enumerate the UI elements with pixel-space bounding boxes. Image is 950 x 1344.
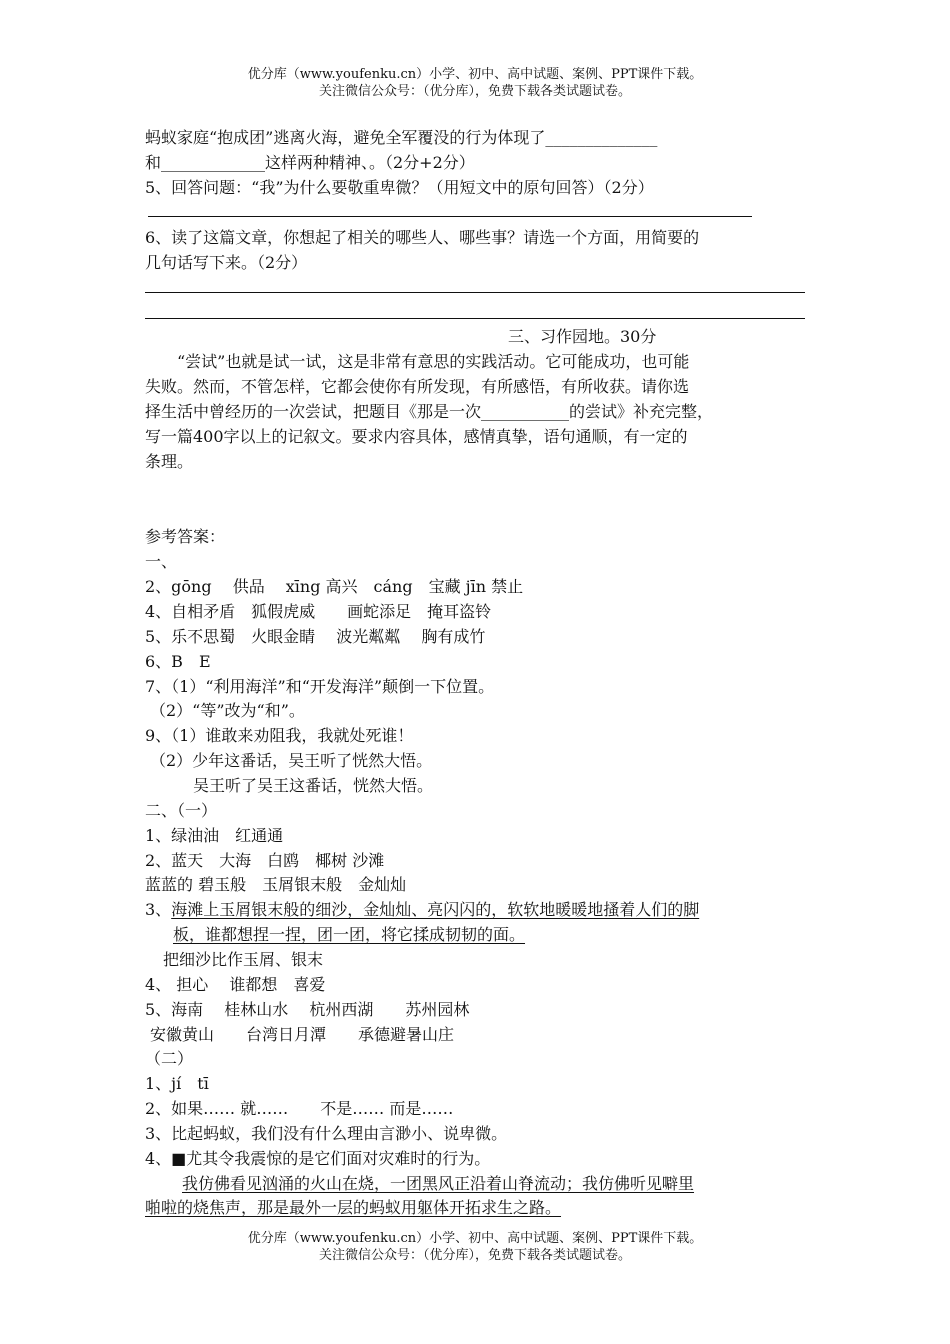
q6-answer-line-2 bbox=[145, 318, 805, 319]
page-header bbox=[0, 66, 950, 100]
answer-line: （二） bbox=[145, 1049, 194, 1068]
answer-line: 吴王听了吴王这番话，恍然大悟。 bbox=[193, 776, 434, 795]
answer-line: 2、蓝天 大海 白鸥 椰树 沙滩 bbox=[145, 851, 385, 870]
answer-line: 蓝蓝的 碧玉般 玉屑银末般 金灿灿 bbox=[145, 875, 407, 894]
q6-line-2: 几句话写下来。（2分） bbox=[145, 253, 308, 272]
composition-para-3: 择生活中曾经历的一次尝试，把题目《那是一次___________的尝试》补充完整， bbox=[145, 402, 714, 421]
composition-para-2: 失败。然而，不管怎样，它都会使你有所发现，有所感悟，有所收获。请你选 bbox=[145, 377, 690, 396]
answer-line: 一、 bbox=[145, 552, 178, 571]
footer-line-1: 优分库（www.youfenku.cn）小学、初中、高中试题、案例、PPT课件下载。 bbox=[247, 1231, 703, 1246]
underlined-answer: 板，谁都想捏一捏，团一团，将它揉成韧韧的面。 bbox=[173, 925, 526, 944]
answers-heading: 参考答案： bbox=[145, 527, 226, 546]
page-footer bbox=[0, 1230, 950, 1264]
answer-line: 9、（1）谁敢来劝阻我，我就处死谁！ bbox=[145, 726, 414, 745]
underlined-answer: 啪啦的烧焦声，那是最外一层的蚂蚁用躯体开拓求生之路。 bbox=[145, 1198, 562, 1217]
footer-line-2: 关注微信公众号：（优分库），免费下载各类试题试卷。 bbox=[318, 1248, 631, 1263]
composition-para-4: 写一篇400字以上的记叙文。要求内容具体，感情真挚，语句通顺，有一定的 bbox=[145, 427, 688, 446]
q4-line-1: 蚂蚁家庭“抱成团”逃离火海，避免全军覆没的行为体现了______________ bbox=[145, 128, 658, 147]
answer-line: 3、比起蚂蚁，我们没有什么理由言渺小、说卑微。 bbox=[145, 1124, 508, 1143]
answer-line: 2、如果…… 就…… 不是…… 而是…… bbox=[145, 1099, 454, 1118]
answer-line: 把细沙比作玉屑、银末 bbox=[163, 950, 324, 969]
q4-line-2: 和_____________这样两种精神、。（2分+2分） bbox=[145, 153, 475, 172]
answer-line: 5、乐不思蜀 火眼金睛 波光粼粼 胸有成竹 bbox=[145, 627, 486, 646]
composition-para-1: “尝试”也就是试一试，这是非常有意思的实践活动。它可能成功，也可能 bbox=[177, 352, 690, 371]
answer-line: 4、 担心 谁都想 喜爱 bbox=[145, 975, 326, 994]
answer-line: 4、■尤其令我震惊的是它们面对灾难时的行为。 bbox=[145, 1149, 491, 1168]
answer-line: （2）“等”改为“和”。 bbox=[150, 701, 305, 720]
underlined-answer: 海滩上玉屑银末般的细沙，金灿灿、亮闪闪的，软软地暖暖地搔着人们的脚 bbox=[171, 900, 700, 919]
answer-line: 4、自相矛盾 狐假虎威 画蛇添足 掩耳盗铃 bbox=[145, 602, 492, 621]
q5-text: 5、回答问题：“我”为什么要敬重卑微？（用短文中的原句回答）（2分） bbox=[145, 178, 654, 197]
answer-line: 安徽黄山 台湾日月潭 承德避暑山庄 bbox=[150, 1025, 455, 1044]
answer-line: 6、B E bbox=[145, 652, 211, 671]
answer-line: （2）少年这番话，吴王听了恍然大悟。 bbox=[150, 751, 433, 770]
answer-line: 二、（一） bbox=[145, 801, 218, 820]
composition-para-5: 条理。 bbox=[145, 452, 194, 471]
header-line-1: 优分库（www.youfenku.cn）小学、初中、高中试题、案例、PPT课件下载。 bbox=[247, 67, 703, 82]
q6-answer-line-1 bbox=[145, 292, 805, 293]
answer-line: 7、（1）“利用海洋”和“开发海洋”颠倒一下位置。 bbox=[145, 677, 495, 696]
answer-line: 2、gōng 供品 xīng 高兴 cáng 宝藏 jīn 禁止 bbox=[145, 577, 524, 596]
underlined-answer: 我仿佛看见汹涌的火山在烧，一团黑风正沿着山脊流动；我仿佛听见噼里 bbox=[182, 1174, 695, 1193]
q6-line-1: 6、读了这篇文章，你想起了相关的哪些人、哪些事？请选一个方面，用简要的 bbox=[145, 228, 700, 247]
answer-line: 5、海南 桂林山水 杭州西湖 苏州园林 bbox=[145, 1000, 470, 1019]
composition-title: 三、习作园地。30分 bbox=[508, 327, 657, 346]
header-line-2: 关注微信公众号：（优分库），免费下载各类试题试卷。 bbox=[318, 84, 631, 99]
answer-line: 1、绿油油 红通通 bbox=[145, 826, 284, 845]
answer-line: 1、jí tī bbox=[145, 1074, 209, 1093]
answer-line-3 bbox=[145, 899, 699, 921]
q5-answer-line bbox=[148, 216, 752, 217]
answer-prefix: 3、 bbox=[145, 900, 172, 919]
